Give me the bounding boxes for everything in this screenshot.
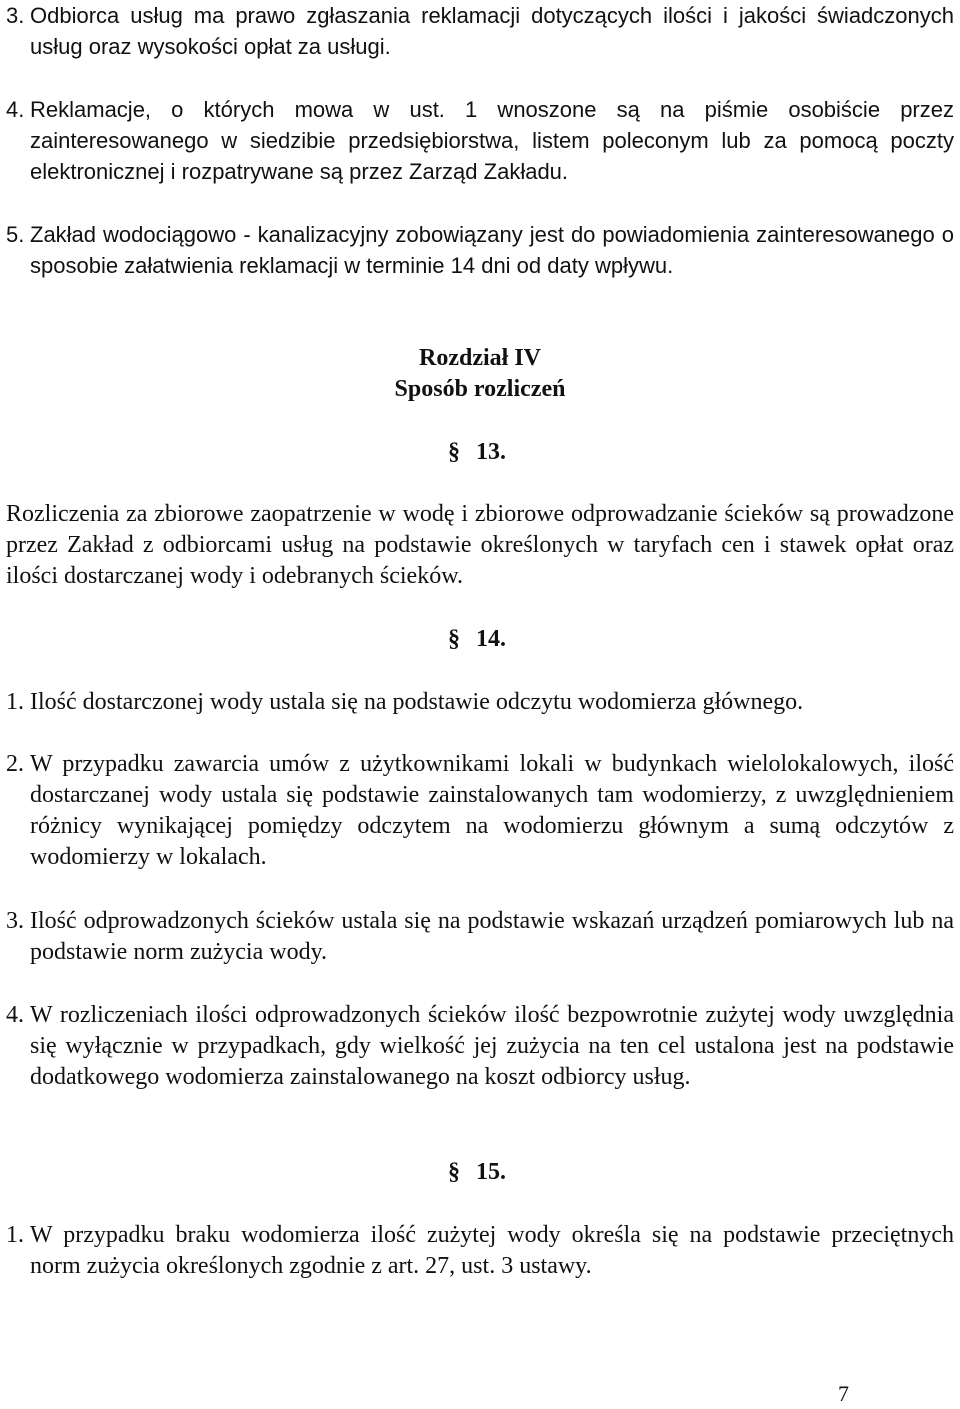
item-number: 4. bbox=[6, 97, 25, 122]
section-number: 14. bbox=[476, 626, 506, 652]
section-sign: § bbox=[448, 439, 460, 465]
list-item bbox=[6, 749, 954, 873]
chapter-title: Rozdział IV bbox=[419, 345, 541, 371]
item-number: 3. bbox=[6, 908, 24, 934]
item-number: 3. bbox=[6, 3, 25, 28]
list-item bbox=[6, 906, 954, 968]
item-text: W rozliczeniach ilości odprowadzonych ścieków ilość bezpowrotnie zużytej wody uwzględnia się wyłącznie w przypadkach, gdy wielkość jej zużycia na ten cel ustalona jest na podstawie dodatkowego wodomierza zainstalowanego na koszt odbiorcy usług. bbox=[30, 1002, 954, 1090]
list-item bbox=[6, 1000, 954, 1093]
item-text: Zakład wodociągowo - kanalizacyjny zobowiązany jest do powiadomienia zainteresowanego o sposobie załatwienia reklamacji w terminie 14 dni od daty wpływu. bbox=[30, 222, 954, 278]
list-item bbox=[6, 0, 954, 62]
list-item bbox=[6, 1220, 954, 1282]
section-sign: § bbox=[448, 626, 460, 652]
item-number: 5. bbox=[6, 222, 25, 247]
section-paragraph: Rozliczenia za zbiorowe zaopatrzenie w wodę i zbiorowe odprowadzanie ścieków są prowadzone przez Zakład z odbiorcami usług na podstawie określonych w taryfach cen i stawek opłat oraz ilości dostarczanej wody i odebranych ścieków. bbox=[6, 501, 954, 589]
item-text: W przypadku zawarcia umów z użytkownikami lokali w budynkach wielolokalowych, ilość dostarczanej wody ustala się podstawie zainstalowanych tam wodomierzy, z uwzględnieniem różnicy wynikającej pomiędzy odczytem na wodomierzu głównym a sumą odczytów z wodomierzy w lokalach. bbox=[30, 751, 954, 870]
item-number: 4. bbox=[6, 1002, 24, 1028]
chapter-subtitle: Sposób rozliczeń bbox=[394, 376, 566, 402]
section-heading bbox=[448, 624, 506, 655]
section-number: 15. bbox=[476, 1159, 506, 1185]
list-item bbox=[6, 94, 954, 187]
section-heading bbox=[448, 1157, 506, 1188]
item-text: Ilość odprowadzonych ścieków ustala się na podstawie wskazań urządzeń pomiarowych lub na podstawie norm zużycia wody. bbox=[30, 908, 954, 965]
item-text: Odbiorca usług ma prawo zgłaszania reklamacji dotyczących ilości i jakości świadczonych usług oraz wysokości opłat za usługi. bbox=[30, 3, 954, 59]
list-item bbox=[6, 687, 954, 718]
section-heading bbox=[448, 437, 506, 468]
item-text: W przypadku braku wodomierza ilość zużytej wody określa się na podstawie przeciętnych norm zużycia określonych zgodnie z art. 27, ust. 3 ustawy. bbox=[30, 1222, 954, 1279]
section-sign: § bbox=[448, 1159, 460, 1185]
item-text: Reklamacje, o których mowa w ust. 1 wnoszone są na piśmie osobiście przez zainteresowanego w siedzibie przedsiębiorstwa, listem poleconym lub za pomocą poczty elektronicznej i rozpatrywane są przez Zarząd Zakładu. bbox=[30, 97, 954, 184]
item-number: 1. bbox=[6, 689, 24, 715]
section-number: 13. bbox=[476, 439, 506, 465]
item-number: 2. bbox=[6, 751, 24, 777]
list-item bbox=[6, 219, 954, 281]
item-text: Ilość dostarczonej wody ustala się na podstawie odczytu wodomierza głównego. bbox=[30, 689, 804, 715]
item-number: 1. bbox=[6, 1222, 24, 1248]
page-number: 7 bbox=[838, 1381, 849, 1406]
